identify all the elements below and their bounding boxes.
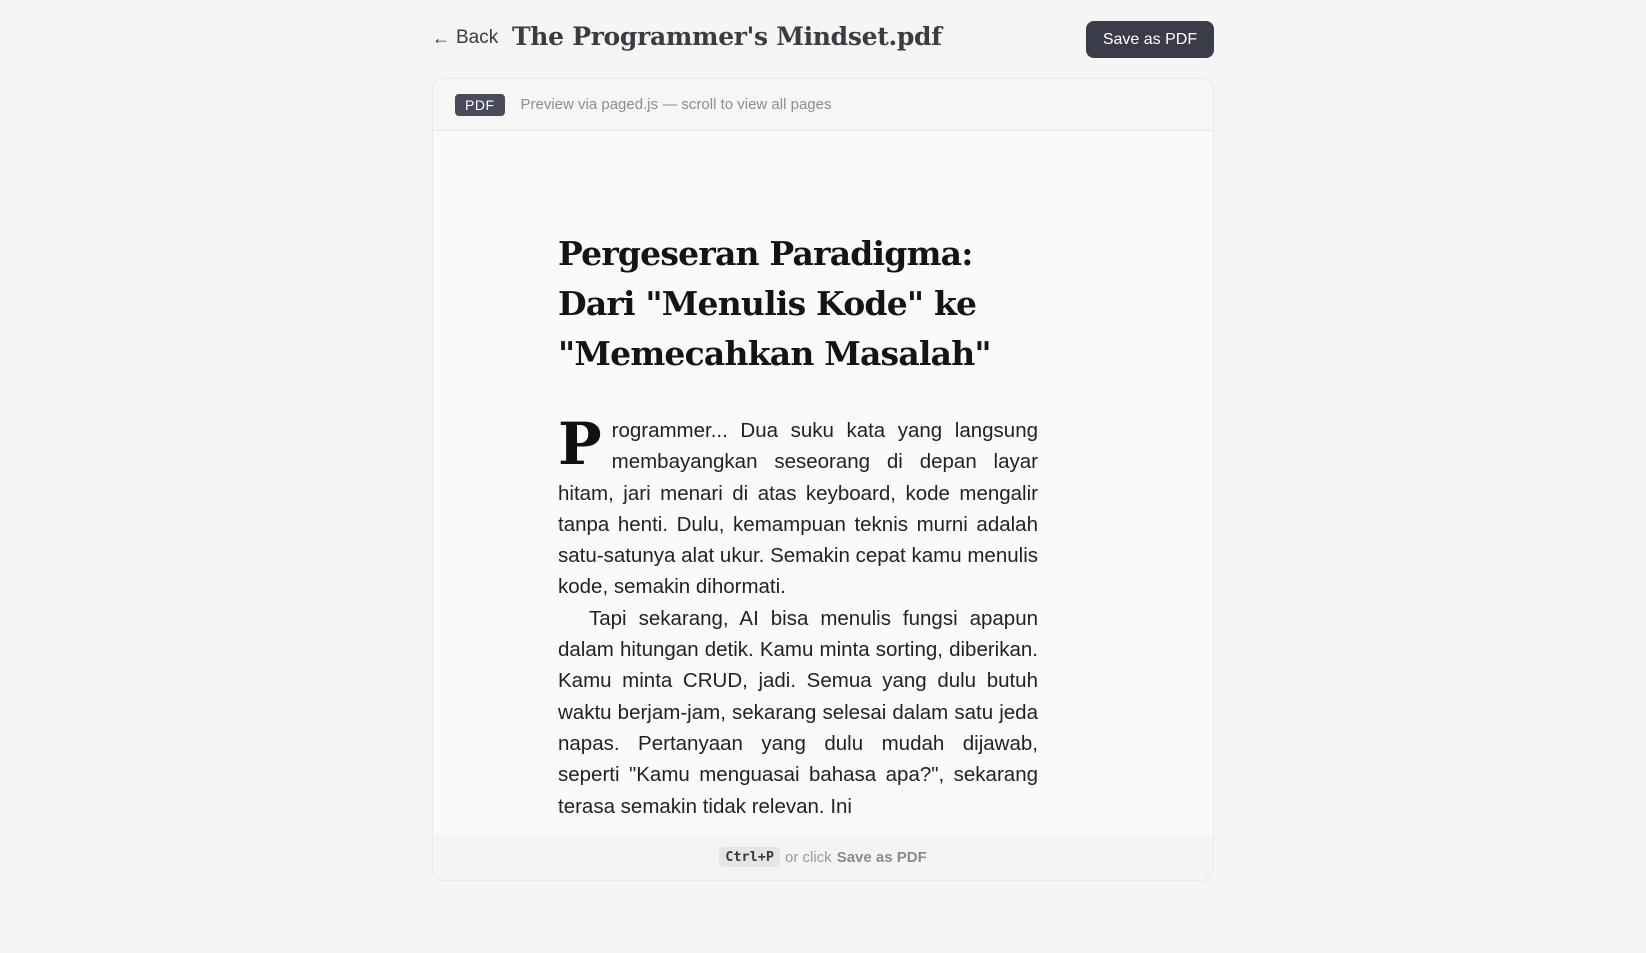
- chapter-title: Pergeseran Paradigma: Dari "Menulis Kode" ke "Memecahkan Masalah": [558, 234, 991, 373]
- back-label: Back: [456, 27, 499, 48]
- pdf-preview-panel[interactable]: [432, 78, 1214, 881]
- footer-or-click: or click: [785, 848, 832, 866]
- preview-note: Preview via paged.js — scroll to view all pages: [520, 96, 832, 113]
- document-title: The Programmer's Mindset.pdf: [512, 22, 942, 51]
- paragraph: Tapi sekarang, AI bisa menulis fungsi apapun dalam hitungan detik. Kamu minta sorting, diberikan. Kamu minta CRUD, jadi. Semua yang dulu butuh waktu berjam-jam, sekarang selesai dalam satu jeda napas. Pertanyaan yang dulu mudah dijawab, seperti "Kamu menguasai bahasa apa?", sekarang terasa semakin tidak relevan. Ini: [558, 606, 1038, 818]
- back-button[interactable]: [432, 27, 498, 49]
- paragraph: [558, 410, 1038, 603]
- arrow-left-icon: ←: [432, 28, 450, 48]
- drop-cap: P: [558, 410, 602, 478]
- preview-header: [433, 79, 1213, 131]
- pdf-badge: PDF: [455, 94, 505, 116]
- top-bar: [432, 0, 1214, 80]
- paragraph-text: rogrammer... Dua suku kata yang langsung membayangkan seseorang di depan layar hitam, jari menari di atas keyboard, kode mengalir tanpa henti. Dulu, kemampuan teknis murni adalah satu-satunya alat ukur. Semakin cepat kamu menulis kode, semakin dihormati.: [558, 419, 1038, 599]
- save-as-pdf-button[interactable]: Save as PDF: [1086, 21, 1214, 58]
- preview-footer: [433, 834, 1213, 880]
- footer-save-hint: Save as PDF: [836, 848, 927, 866]
- pdf-page: [558, 229, 1038, 822]
- keyboard-shortcut: Ctrl+P: [719, 847, 780, 867]
- app-container: [432, 0, 1214, 866]
- chapter-body: [558, 410, 1038, 822]
